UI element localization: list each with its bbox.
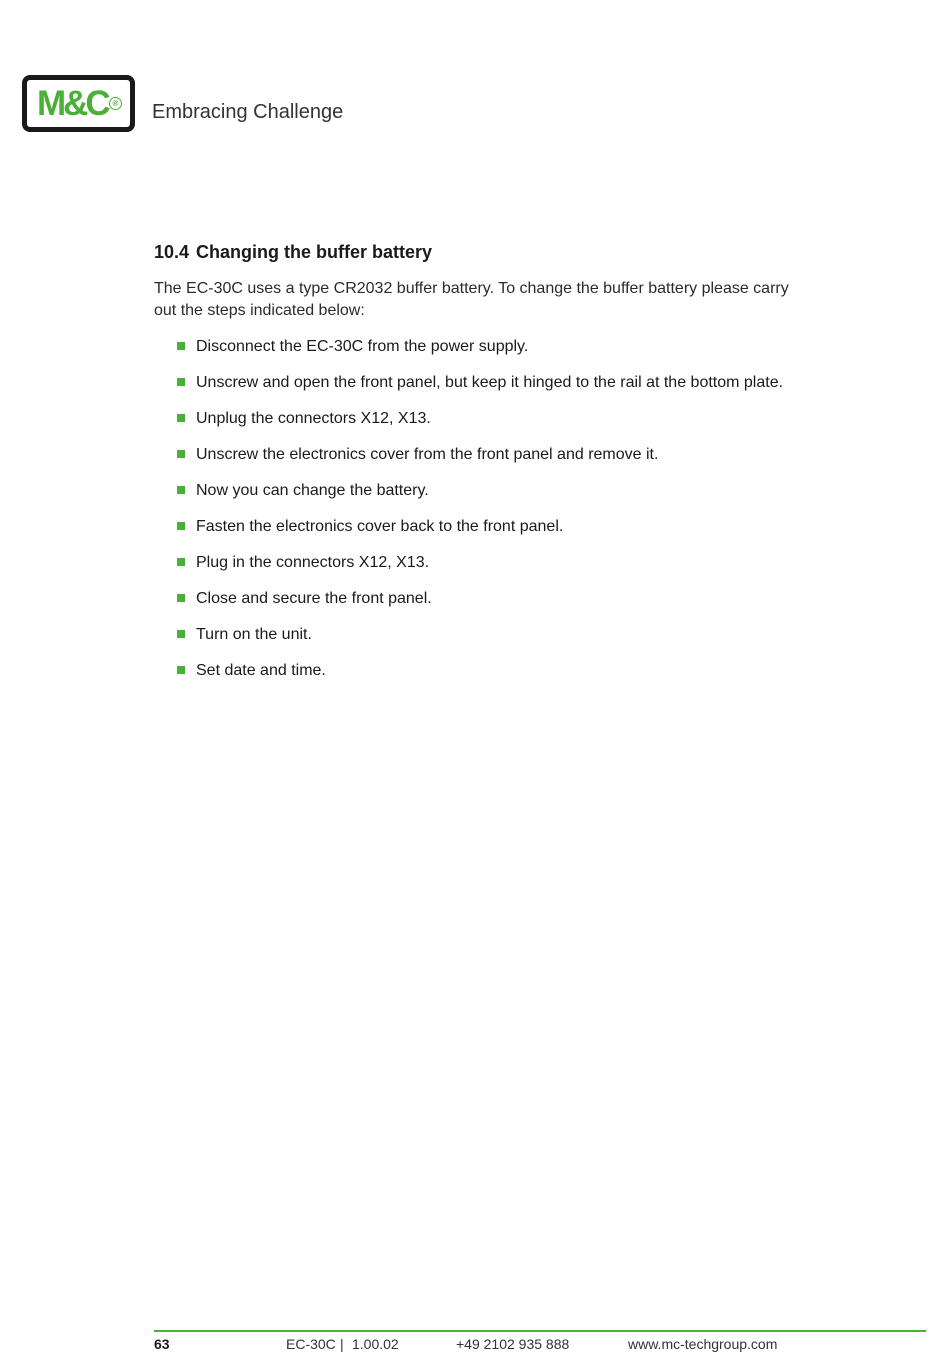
step-text: Plug in the connectors X12, X13. <box>196 554 430 571</box>
step-text: Now you can change the battery. <box>196 482 429 499</box>
tagline: Embracing Challenge <box>152 101 344 123</box>
intro-paragraph: The EC-30C uses a type CR2032 buffer battery. To change the buffer battery please carry out the steps indicated below: <box>154 280 789 319</box>
steps-list <box>154 336 804 696</box>
step-text: Unscrew the electronics cover from the front panel and remove it. <box>196 446 659 463</box>
section-heading <box>154 240 432 264</box>
section-title: Changing the buffer battery <box>196 242 433 262</box>
step-text: Unscrew and open the front panel, but keep it hinged to the rail at the bottom plate. <box>196 374 784 391</box>
list-item <box>154 408 804 430</box>
square-bullet-icon <box>177 558 185 566</box>
square-bullet-icon <box>177 450 185 458</box>
square-bullet-icon <box>177 522 185 530</box>
square-bullet-icon <box>177 342 185 350</box>
list-item <box>154 588 804 610</box>
square-bullet-icon <box>177 666 185 674</box>
list-item <box>154 336 804 358</box>
list-item <box>154 480 804 502</box>
list-item <box>154 552 804 574</box>
footer-phone: +49 2102 935 888 <box>456 1336 570 1352</box>
list-item <box>154 660 804 682</box>
step-text: Turn on the unit. <box>196 626 312 643</box>
footer-divider <box>154 1330 926 1332</box>
step-text: Fasten the electronics cover back to the front panel. <box>196 518 564 535</box>
list-item <box>154 372 804 394</box>
document-id: EC-30C <box>286 1336 336 1352</box>
square-bullet-icon <box>177 486 185 494</box>
logo-wordmark: M&C <box>37 84 108 123</box>
step-text: Close and secure the front panel. <box>196 590 432 607</box>
registered-mark-icon: ® <box>109 97 122 110</box>
square-bullet-icon <box>177 594 185 602</box>
list-item <box>154 516 804 538</box>
footer-separator: | <box>340 1336 344 1352</box>
square-bullet-icon <box>177 414 185 422</box>
document-version: 1.00.02 <box>352 1336 399 1352</box>
step-text: Disconnect the EC-30C from the power supply. <box>196 338 529 355</box>
square-bullet-icon <box>177 378 185 386</box>
step-text: Set date and time. <box>196 662 326 679</box>
step-text: Unplug the connectors X12, X13. <box>196 410 431 427</box>
company-logo <box>22 75 135 132</box>
list-item <box>154 624 804 646</box>
page-number: 63 <box>154 1336 170 1352</box>
square-bullet-icon <box>177 630 185 638</box>
footer-website: www.mc-techgroup.com <box>628 1336 778 1352</box>
list-item <box>154 444 804 466</box>
section-number: 10.4 <box>154 242 190 262</box>
